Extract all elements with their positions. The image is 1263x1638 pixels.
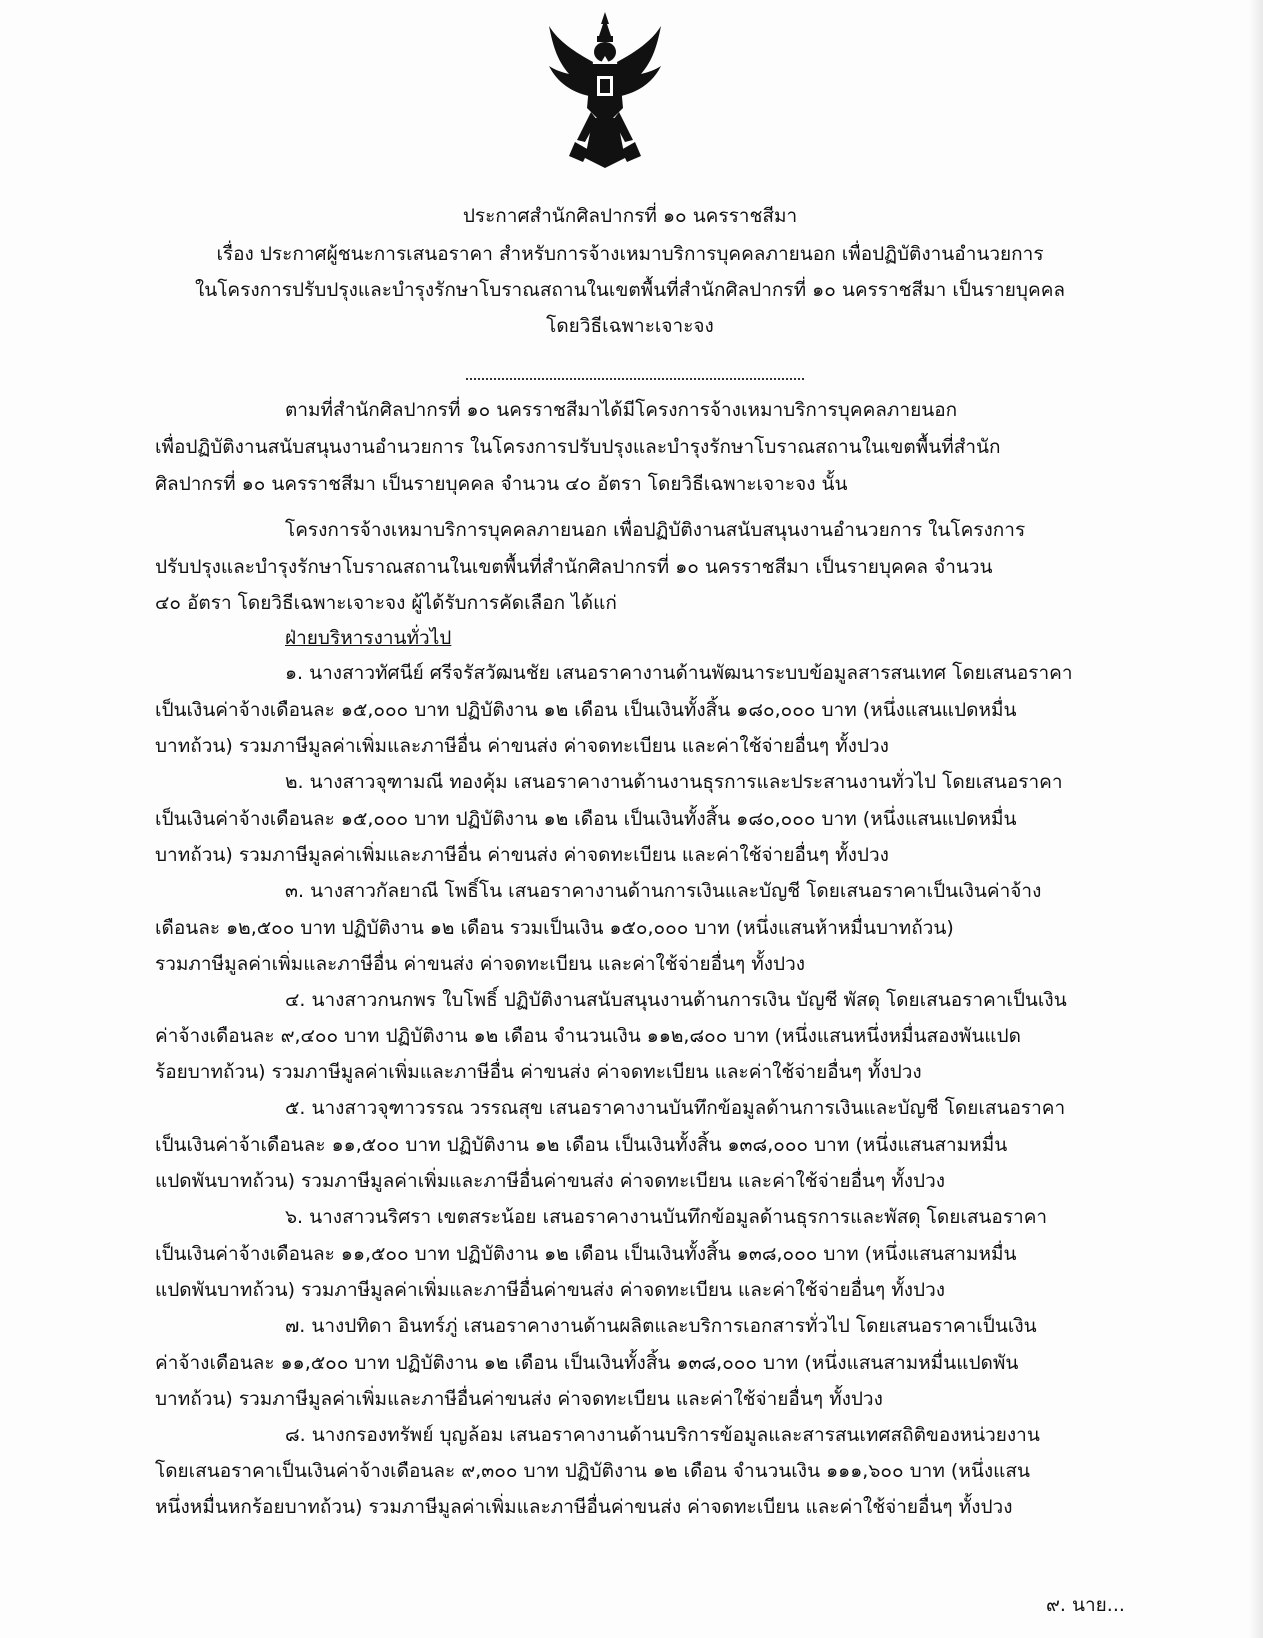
list-item-line: ๔. นางสาวกนกพร ใบโพธิ์ ปฏิบัติงานสนับสนุนงานด้านการเงิน บัญชี พัสดุ โดยเสนอราคาเป็นเงิน bbox=[285, 989, 1067, 1011]
list-item-line: บาทถ้วน) รวมภาษีมูลค่าเพิ่มและภาษีอื่น ค่าขนส่ง ค่าจดทะเบียน และค่าใช้จ่ายอื่นๆ ทั้งปวง bbox=[155, 844, 889, 866]
list-item-line: แปดพันบาทถ้วน) รวมภาษีมูลค่าเพิ่มและภาษีอื่นค่าขนส่ง ค่าจดทะเบียน และค่าใช้จ่ายอื่นๆ ทั้งปวง bbox=[155, 1279, 946, 1301]
list-item-line: ร้อยบาทถ้วน) รวมภาษีมูลค่าเพิ่มและภาษีอื่น ค่าขนส่ง ค่าจดทะเบียน และค่าใช้จ่ายอื่นๆ ทั้งปวง bbox=[155, 1061, 922, 1083]
list-item-line: ๖. นางสาวนริศรา เขตสระน้อย เสนอราคางานบันทึกข้อมูลด้านธุรการและพัสดุ โดยเสนอราคา bbox=[285, 1206, 1048, 1228]
list-item-line: ๗. นางปทิดา อินทร์ภู่ เสนอราคางานด้านผลิตและบริการเอกสารทั่วไป โดยเสนอราคาเป็นเงิน bbox=[285, 1315, 1037, 1337]
separator-dotted-line bbox=[466, 378, 804, 380]
list-item-line: บาทถ้วน) รวมภาษีมูลค่าเพิ่มและภาษีอื่นค่าขนส่ง ค่าจดทะเบียน และค่าใช้จ่ายอื่นๆ ทั้งปวง bbox=[155, 1388, 883, 1410]
paragraph-line: ศิลปากรที่ ๑๐ นครราชสีมา เป็นรายบุคคล จำนวน ๔๐ อัตรา โดยวิธีเฉพาะเจาะจง นั้น bbox=[155, 473, 848, 495]
list-item-line: ๓. นางสาวกัลยาณี โพธิ์โน เสนอราคางานด้านการเงินและบัญชี โดยเสนอราคาเป็นเงินค่าจ้าง bbox=[285, 880, 1042, 902]
section-heading: ฝ่ายบริหารงานทั่วไป bbox=[285, 627, 452, 649]
list-item-line: รวมภาษีมูลค่าเพิ่มและภาษีอื่น ค่าขนส่ง ค่าจดทะเบียน และค่าใช้จ่ายอื่นๆ ทั้งปวง bbox=[155, 953, 806, 975]
list-item-line: เดือนละ ๑๒,๕๐๐ บาท ปฏิบัติงาน ๑๒ เดือน รวมเป็นเงิน ๑๕๐,๐๐๐ บาท (หนึ่งแสนห้าหมื่นบาทถ้วน) bbox=[155, 917, 954, 939]
list-item-line: ๑. นางสาวทัศนีย์ ศรีจรัสวัฒนชัย เสนอราคางานด้านพัฒนาระบบข้อมูลสารสนเทศ โดยเสนอราคา bbox=[285, 662, 1073, 684]
list-item-line: แปดพันบาทถ้วน) รวมภาษีมูลค่าเพิ่มและภาษีอื่นค่าขนส่ง ค่าจดทะเบียน และค่าใช้จ่ายอื่นๆ ทั้งปวง bbox=[155, 1170, 946, 1192]
list-item-line: เป็นเงินค่าจ้าเดือนละ ๑๑,๕๐๐ บาท ปฏิบัติงาน ๑๒ เดือน เป็นเงินทั้งสิ้น ๑๓๘,๐๐๐ บาท (หนึ่งแสนสามหมื่น bbox=[155, 1134, 1008, 1156]
list-item-line: เป็นเงินค่าจ้างเดือนละ ๑๕,๐๐๐ บาท ปฏิบัติงาน ๑๒ เดือน เป็นเงินทั้งสิ้น ๑๘๐,๐๐๐ บาท (หนึ่งแสนแปดหมื่น bbox=[155, 808, 1017, 830]
paragraph-line: ปรับปรุงและบำรุงรักษาโบราณสถานในเขตพื้นที่สำนักศิลปากรที่ ๑๐ นครราชสีมา เป็นรายบุคคล จำนวน bbox=[155, 556, 993, 578]
list-item-line: ๘. นางกรองทรัพย์ บุญล้อม เสนอราคางานด้านบริการข้อมูลและสารสนเทศสถิติของหน่วยงาน bbox=[285, 1424, 1040, 1446]
page-edge-shadow bbox=[1249, 0, 1263, 1638]
document-title: ประกาศสำนักศิลปากรที่ ๑๐ นครราชสีมา bbox=[462, 205, 798, 227]
document-subject-line: เรื่อง ประกาศผู้ชนะการเสนอราคา สำหรับการจ้างเหมาบริการบุคคลภายนอก เพื่อปฏิบัติงานอำนวยการ bbox=[216, 243, 1044, 265]
list-item-line: ค่าจ้างเดือนละ ๑๑,๕๐๐ บาท ปฏิบัติงาน ๑๒ เดือน เป็นเงินทั้งสิ้น ๑๓๘,๐๐๐ บาท (หนึ่งแสนสามหมื่นแปดพัน bbox=[155, 1352, 1019, 1374]
list-item-line: ค่าจ้างเดือนละ ๙,๔๐๐ บาท ปฏิบัติงาน ๑๒ เดือน จำนวนเงิน ๑๑๒,๘๐๐ บาท (หนึ่งแสนหนึ่งหมื่นสองพันแปด bbox=[155, 1025, 1021, 1047]
continuation-marker: ๙. นาย... bbox=[1046, 1594, 1125, 1616]
list-item-line: ๒. นางสาวจุฑามณี ทองคุ้ม เสนอราคางานด้านงานธุรการและประสานงานทั่วไป โดยเสนอราคา bbox=[285, 771, 1063, 793]
paragraph-line: ตามที่สำนักศิลปากรที่ ๑๐ นครราชสีมาได้มีโครงการจ้างเหมาบริการบุคคลภายนอก bbox=[285, 399, 958, 421]
list-item-line: เป็นเงินค่าจ้างเดือนละ ๑๕,๐๐๐ บาท ปฏิบัติงาน ๑๒ เดือน เป็นเงินทั้งสิ้น ๑๘๐,๐๐๐ บาท (หนึ่งแสนแปดหมื่น bbox=[155, 699, 1017, 721]
list-item-line: เป็นเงินค่าจ้างเดือนละ ๑๑,๕๐๐ บาท ปฏิบัติงาน ๑๒ เดือน เป็นเงินทั้งสิ้น ๑๓๘,๐๐๐ บาท (หนึ่งแสนสามหมื่น bbox=[155, 1243, 1017, 1265]
paragraph-line: ๔๐ อัตรา โดยวิธีเฉพาะเจาะจง ผู้ได้รับการคัดเลือก ได้แก่ bbox=[155, 592, 617, 614]
garuda-emblem-icon bbox=[545, 12, 665, 172]
list-item-line: โดยเสนอราคาเป็นเงินค่าจ้างเดือนละ ๙,๓๐๐ บาท ปฏิบัติงาน ๑๒ เดือน จำนวนเงิน ๑๑๑,๖๐๐ บาท (หนึ่งแสน bbox=[155, 1460, 1030, 1482]
document-subject-line: ในโครงการปรับปรุงและบำรุงรักษาโบราณสถานในเขตพื้นที่สำนักศิลปากรที่ ๑๐ นครราชสีมา เป็นรายบุคคล bbox=[194, 279, 1066, 301]
paragraph-line: เพื่อปฏิบัติงานสนับสนุนงานอำนวยการ ในโครงการปรับปรุงและบำรุงรักษาโบราณสถานในเขตพื้นที่สำนัก bbox=[155, 436, 1001, 458]
list-item-line: หนึ่งหมื่นหกร้อยบาทถ้วน) รวมภาษีมูลค่าเพิ่มและภาษีอื่นค่าขนส่ง ค่าจดทะเบียน และค่าใช้จ่ายอื่นๆ ทั้งปวง bbox=[155, 1496, 1013, 1518]
list-item-line: บาทถ้วน) รวมภาษีมูลค่าเพิ่มและภาษีอื่น ค่าขนส่ง ค่าจดทะเบียน และค่าใช้จ่ายอื่นๆ ทั้งปวง bbox=[155, 735, 889, 757]
list-item-line: ๕. นางสาวจุฑาวรรณ วรรณสุข เสนอราคางานบันทึกข้อมูลด้านการเงินและบัญชี โดยเสนอราคา bbox=[285, 1097, 1066, 1119]
document-subject-line: โดยวิธีเฉพาะเจาะจง bbox=[546, 315, 714, 337]
paragraph-line: โครงการจ้างเหมาบริการบุคคลภายนอก เพื่อปฏิบัติงานสนับสนุนงานอำนวยการ ในโครงการ bbox=[285, 519, 1026, 541]
